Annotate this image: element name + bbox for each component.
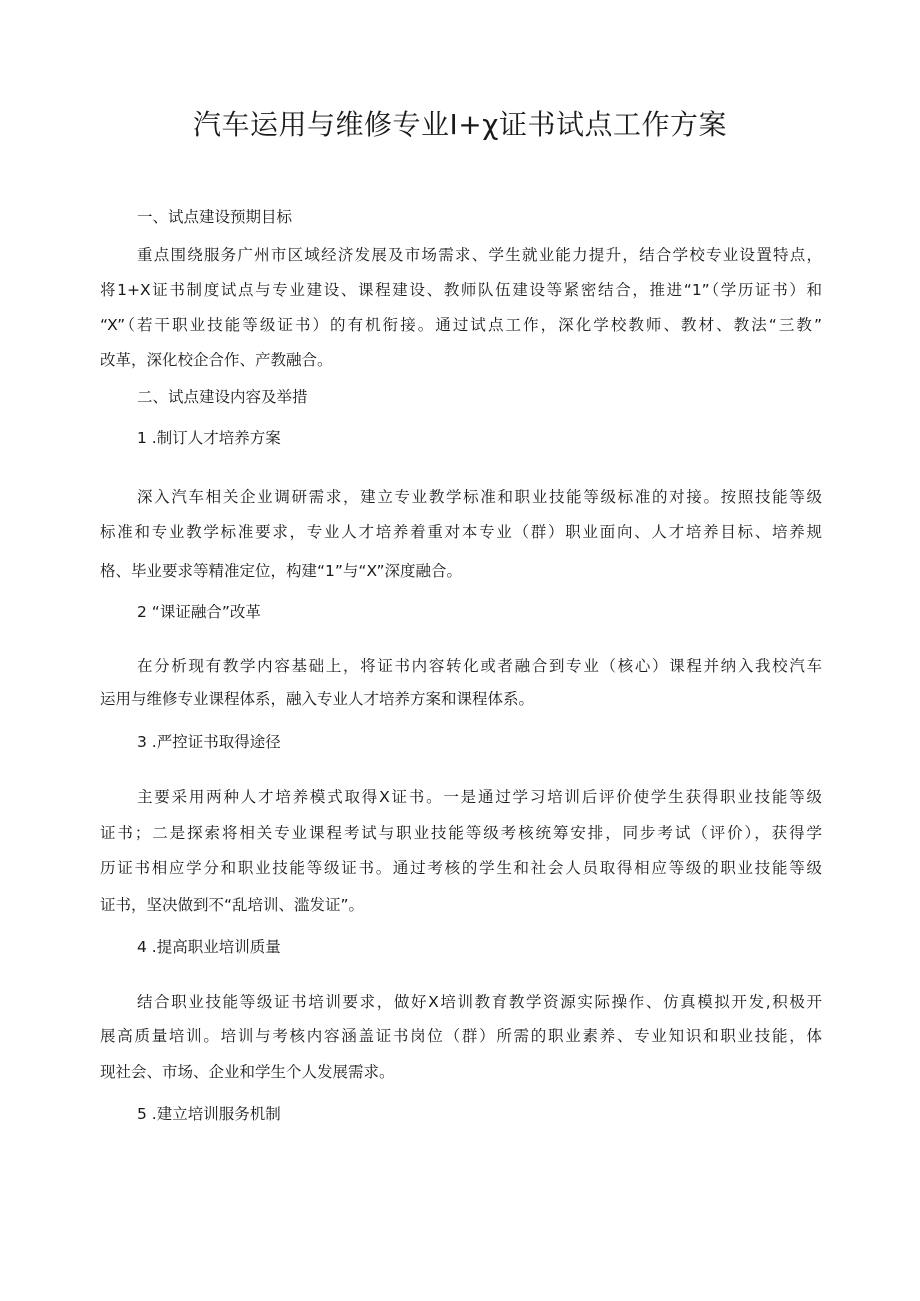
paragraph-line: 结合职业技能等级证书培训要求，做好X培训教育教学资源实际操作、仿真模拟开发,积极开 [137,993,822,1011]
paragraph-line: 重点围绕服务广州市区域经济发展及市场需求、学生就业能力提升，结合学校专业设置特点， [137,246,822,264]
item-heading-5: 5 .建立培训服务机制 [137,1105,281,1123]
item-heading-1: 1 .制订人才培养方案 [137,429,281,447]
paragraph-line: 现社会、市场、企业和学生个人发展需求。 [100,1063,395,1081]
paragraph-line: 将1+X证书制度试点与专业建设、课程建设、教师队伍建设等紧密结合，推进“1”（学历证书）和 [100,281,822,299]
item-heading-4: 4 .提高职业培训质量 [137,938,281,956]
paragraph-line: 主要采用两种人才培养模式取得X证书。一是通过学习培训后评价使学生获得职业技能等级 [137,788,822,806]
paragraph-line: 展高质量培训。培训与考核内容涵盖证书岗位（群）所需的职业素养、专业知识和职业技能，体 [100,1027,822,1045]
paragraph-line: 改革，深化校企合作、产教融合。 [100,351,333,369]
section-heading-1: 一、试点建设预期目标 [137,208,293,226]
paragraph-line: 格、毕业要求等精准定位，构建“1”与“X”深度融合。 [100,562,462,580]
paragraph-line: 深入汽车相关企业调研需求，建立专业教学标准和职业技能等级标准的对接。按照技能等级 [137,488,822,506]
paragraph-line: 在分析现有教学内容基础上，将证书内容转化或者融合到专业（核心）课程并纳入我校汽车 [137,657,822,675]
paragraph-line: 历证书相应学分和职业技能等级证书。通过考核的学生和社会人员取得相应等级的职业技能等级 [100,859,822,877]
item-heading-3: 3 .严控证书取得途径 [137,733,281,751]
paragraph-line: “X”（若干职业技能等级证书）的有机衔接。通过试点工作，深化学校教师、教材、教法“三教” [100,316,822,334]
paragraph-line: 证书，坚决做到不“乱培训、滥发证”。 [100,896,365,914]
page-title: 汽车运用与维修专业I+χ证书试点工作方案 [193,108,727,141]
section-heading-2: 二、试点建设内容及举措 [137,388,308,406]
paragraph-line: 运用与维修专业课程体系，融入专业人才培养方案和课程体系。 [100,690,535,708]
paragraph-line: 标准和专业教学标准要求，专业人才培养着重对本专业（群）职业面向、人才培养目标、培养规 [100,523,822,541]
item-heading-2: 2 “课证融合”改革 [137,603,261,621]
paragraph-line: 证书；二是探索将相关专业课程考试与职业技能等级考核统筹安排，同步考试（评价），获得学 [100,824,822,842]
